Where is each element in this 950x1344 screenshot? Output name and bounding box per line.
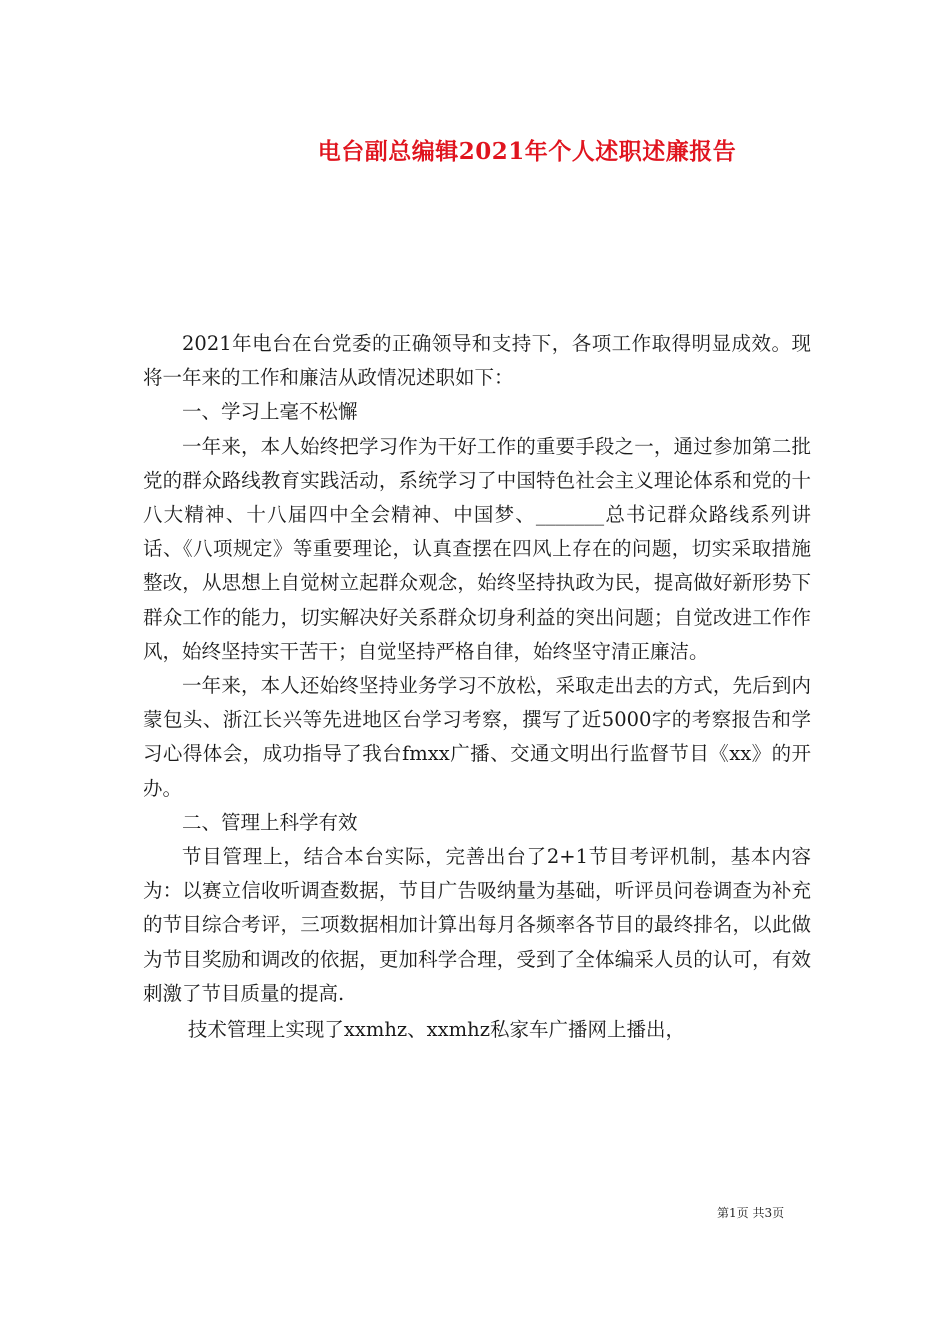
section-heading-management: 二、管理上科学有效 [182, 810, 358, 834]
paragraph-program-management: 节目管理上，结合本台实际，完善出台了2+1节目考评机制，基本内容为：以赛立信收听调查数据，节目广告吸纳量为基础，听评员问卷调查为补充的节目综合考评，三项数据相加计算出每月各频率各节目的最终排名，以此做为节目奖励和调改的依据，更加科学合理，受到了全体编采人员的认可，有效刺激了节目质量的提高. [143, 845, 811, 1005]
paragraph-technical-management: 技术管理上实现了xxmhz、xxmhz私家车广播网上播出， [187, 1018, 685, 1042]
document-title: 电台副总编辑2021年个人述职述廉报告 [317, 138, 737, 165]
paragraph-intro: 2021年电台在台党委的正确领导和支持下，各项工作取得明显成效。现将一年来的工作和廉洁从政情况述职如下： [143, 332, 811, 390]
document-body [143, 327, 811, 1047]
paragraph-study-theory: 一年来，本人始终把学习作为干好工作的重要手段之一，通过参加第二批党的群众路线教育实践活动，系统学习了中国特色社会主义理论体系和党的十八大精神、十八届四中全会精神、中国梦、_______总书记群众路线系列讲话、《八项规定》等重要理论，认真查摆在四风上存在的问题，切实采取措施整改，从思想上自觉树立起群众观念，始终坚持执政为民，提高做好新形势下群众工作的能力，切实解决好关系群众切身利益的突出问题；自觉改进工作作风，始终坚持实干苦干；自觉坚持严格自律，始终坚守清正廉洁。 [143, 434, 811, 663]
section-heading-study: 一、学习上毫不松懈 [182, 400, 358, 424]
paragraph-study-business: 一年来，本人还始终坚持业务学习不放松，采取走出去的方式，先后到内蒙包头、浙江长兴等先进地区台学习考察，撰写了近5000字的考察报告和学习心得体会，成功指导了我台fmxx广播、交通文明出行监督节目《xx》的开办。 [143, 674, 811, 800]
page-number: 第1页 共3页 [717, 1206, 785, 1220]
